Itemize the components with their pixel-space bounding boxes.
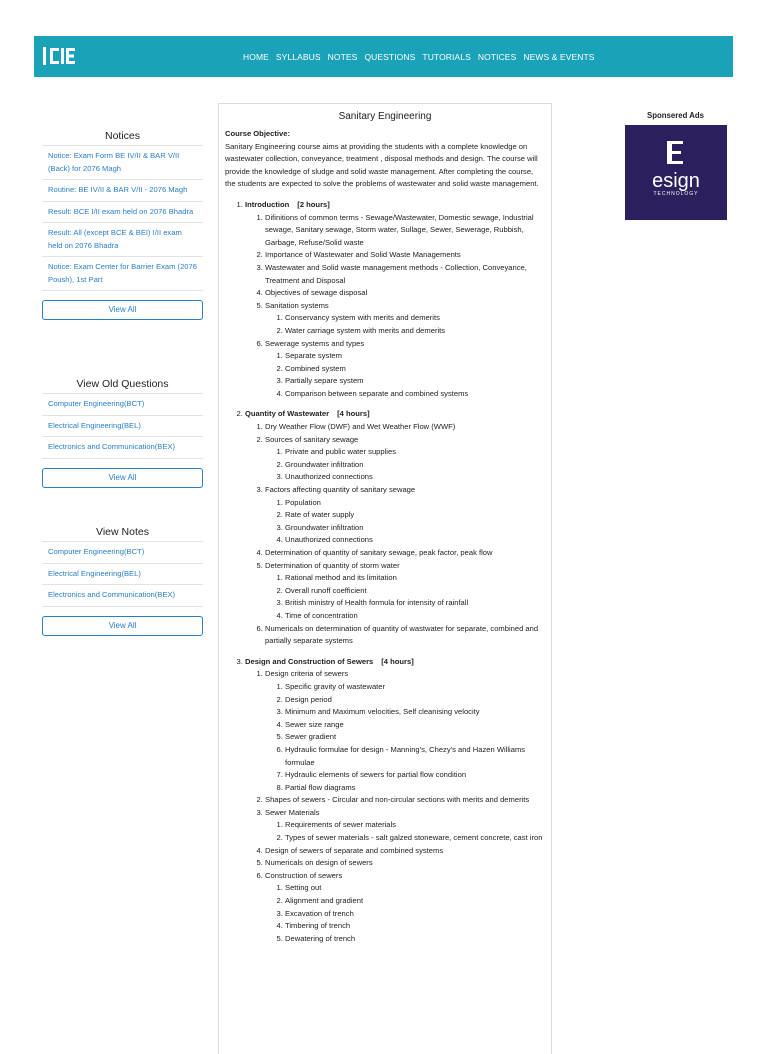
topic-item — [265, 807, 551, 845]
topic-text: Construction of sewers — [265, 870, 343, 880]
topic-item — [265, 560, 551, 623]
topic-text: Objectives of sewage disposal — [265, 288, 368, 298]
subtopic-item: 2. Types of sewer materials - salt galzed stoneware, cement concrete, cast iron — [285, 832, 551, 845]
esign-ad-banner[interactable] — [625, 125, 727, 220]
subtopic-item: 3. Unauthorized connections — [285, 471, 551, 484]
topic-item — [265, 623, 551, 648]
subtopic-item: 3. Partially separe system — [285, 375, 551, 388]
topic-item — [265, 870, 551, 946]
nav-item-home[interactable]: HOME — [243, 51, 269, 62]
subtopic-item: 2. Water carriage system with merits and demerits — [285, 325, 551, 338]
topic-text: Difinitions of common terms - Sewage/Wastewater, Domestic sewage, Industrial sewage, Sanitary sewage, Storm water, Sullage, Sewer, Sewerage, Rubbish, Garbage, Refuse/Solid waste — [265, 212, 534, 247]
unit-title: Quantity of Wastewater — [245, 409, 330, 419]
main-nav — [243, 36, 602, 77]
ioe-logo[interactable] — [42, 44, 76, 68]
topic-item — [265, 262, 551, 287]
esign-logo-icon — [625, 125, 727, 220]
notes-title: View Notes — [42, 523, 203, 542]
subtopic-item: 1. Rational method and its limitation — [285, 572, 551, 585]
topic-item — [265, 845, 551, 858]
syllabus-content — [218, 103, 552, 1054]
topic-item — [265, 434, 551, 484]
subtopic-item: 2. Design period — [285, 694, 551, 707]
nav-item-tutorials[interactable]: TUTORIALS — [422, 51, 471, 62]
topic-text: Sources of sanitary sewage — [265, 434, 359, 444]
old-questions-view-all-button[interactable]: View All — [42, 468, 203, 488]
old-questions-panel — [42, 375, 203, 488]
topic-item — [265, 338, 551, 401]
subtopic-list — [265, 446, 551, 484]
old-question-item[interactable]: Electronics and Communication(BEX) — [42, 437, 203, 459]
unit-title: Design and Construction of Sewers — [245, 656, 374, 666]
subtopic-item: 1. Conservancy system with merits and demerits — [285, 312, 551, 325]
unit-hours: [4 hours] — [337, 409, 370, 419]
notice-item[interactable]: Notice: Exam Form BE IV/II & BAR V/II (Back) for 2076 Magh — [42, 146, 203, 180]
unit-heading — [245, 409, 370, 418]
topic-text: Wastewater and Solid waste management methods - Collection, Conveyance, Treatment and Disposal — [265, 262, 527, 285]
unit-heading — [245, 657, 414, 666]
subtopic-list — [265, 572, 551, 622]
notice-item[interactable]: Notice: Exam Center for Barrier Exam (2076 Poush), 1st Part — [42, 257, 203, 291]
page-title: Sanitary Engineering — [338, 111, 432, 122]
subtopic-item: 2. Rate of water supply — [285, 509, 551, 522]
topic-list — [245, 212, 551, 401]
old-questions-title: View Old Questions — [42, 375, 203, 394]
topic-text: Shapes of sewers - Circular and non-circular sections with merits and demerits — [265, 795, 530, 805]
esign-logo-subtext: TECHNOLOGY — [653, 191, 699, 197]
notices-title: Notices — [42, 127, 203, 146]
nav-item-notes[interactable]: NOTES — [327, 51, 358, 62]
objective-label: Course Objective: — [225, 129, 290, 138]
unit-item — [245, 656, 551, 946]
subtopic-list — [265, 312, 551, 337]
subtopic-item: 6. Hydraulic formulae for design - Manning's, Chezy's and Hazen Williams formulae — [285, 744, 551, 769]
subtopic-item: 4. Comparison between separate and combined systems — [285, 388, 551, 401]
topic-item — [265, 421, 551, 434]
note-item[interactable]: Computer Engineering(BCT) — [42, 542, 203, 564]
subtopic-item: 4. Time of concentration — [285, 610, 551, 623]
unit-item — [245, 408, 551, 647]
subtopic-item: 3. Groundwater infiltration — [285, 522, 551, 535]
topic-item — [265, 300, 551, 338]
topic-text: Numericals on determination of quantity of wastwater for separate, combined and partially separate systems — [265, 623, 539, 646]
subtopic-item: 1. Requirements of sewer materials — [285, 819, 551, 832]
topic-text: Design criteria of sewers — [265, 669, 349, 679]
topic-item — [265, 287, 551, 300]
topic-item — [265, 857, 551, 870]
subtopic-item: 2. Combined system — [285, 363, 551, 376]
unit-hours: [2 hours] — [297, 199, 330, 209]
subtopic-list — [265, 350, 551, 400]
topic-item — [265, 547, 551, 560]
subtopic-item: 4. Sewer size range — [285, 719, 551, 732]
topic-text: Design of sewers of separate and combined systems — [265, 845, 444, 855]
subtopic-item: 2. Alignment and gradient — [285, 895, 551, 908]
topic-text: Sewerage systems and types — [265, 338, 365, 348]
notes-panel — [42, 523, 203, 636]
topic-item — [265, 794, 551, 807]
topic-list — [245, 421, 551, 648]
subtopic-item: 8. Partial flow diagrams — [285, 782, 551, 795]
nav-item-news-events[interactable]: NEWS & EVENTS — [523, 51, 595, 62]
notices-panel — [42, 127, 203, 320]
old-question-item[interactable]: Computer Engineering(BCT) — [42, 394, 203, 416]
subtopic-item: 1. Population — [285, 497, 551, 510]
notice-item[interactable]: Result: BCE I/II exam held on 2076 Bhadra — [42, 202, 203, 224]
ads-title: Sponsered Ads — [647, 111, 704, 120]
notice-item[interactable]: Result: All (except BCE & BEI) I/II exam held on 2076 Bhadra — [42, 223, 203, 257]
subtopic-item: 5. Dewatering of trench — [285, 933, 551, 946]
subtopic-list — [265, 681, 551, 794]
subtopic-item: 3. British ministry of Health formula for intensity of rainfall — [285, 597, 551, 610]
subtopic-item: 4. Unauthorized connections — [285, 534, 551, 547]
subtopic-item: 1. Specific gravity of wastewater — [285, 681, 551, 694]
topic-list — [245, 668, 551, 945]
notices-view-all-button[interactable]: View All — [42, 300, 203, 320]
nav-item-syllabus[interactable]: SYLLABUS — [275, 51, 321, 62]
unit-item — [245, 199, 551, 401]
topic-item — [265, 668, 551, 794]
notice-item[interactable]: Routine: BE IV/II & BAR V/II - 2076 Magh — [42, 180, 203, 202]
subtopic-list — [265, 497, 551, 547]
subtopic-list — [265, 819, 551, 844]
subtopic-item: 4. Timbering of trench — [285, 920, 551, 933]
objective-text: Sanitary Engineering course aims at providing the students with a complete knowledge on wastewater collection, conveyance, treatment , disposal methods and design. The course will provide the knowledge of sludge and solid waste management. After completing the course, the students are expected to solve the problems of wastewater and solid waste management. — [225, 141, 539, 189]
topic-item — [265, 484, 551, 547]
subtopic-item: 5. Sewer gradient — [285, 731, 551, 744]
old-question-item[interactable]: Electrical Engineering(BEL) — [42, 416, 203, 438]
nav-item-notices[interactable]: NOTICES — [477, 51, 517, 62]
subtopic-item: 3. Minimum and Maximum velocities, Self cleanising velocity — [285, 706, 551, 719]
topic-text: Numericals on design of sewers — [265, 858, 373, 868]
subtopic-item: 2. Overall runoff coefficient — [285, 585, 551, 598]
topic-text: Determination of quantity of storm water — [265, 560, 400, 570]
subtopic-item: 1. Private and public water supplies — [285, 446, 551, 459]
topic-text: Dry Weather Flow (DWF) and Wet Weather Flow (WWF) — [265, 422, 456, 432]
topic-text: Factors affecting quantity of sanitary sewage — [265, 485, 416, 495]
topic-text: Determination of quantity of sanitary sewage, peak factor, peak flow — [265, 548, 493, 557]
subtopic-item: 1. Separate system — [285, 350, 551, 363]
notes-view-all-button[interactable]: View All — [42, 616, 203, 636]
unit-hours: [4 hours] — [381, 656, 414, 666]
topic-item — [265, 249, 551, 262]
unit-heading — [245, 200, 330, 209]
subtopic-item: 2. Groundwater infiltration — [285, 459, 551, 472]
topic-text: Sewer Materials — [265, 807, 320, 817]
nav-item-questions[interactable]: QUESTIONS — [364, 51, 416, 62]
subtopic-list — [265, 882, 551, 945]
subtopic-item: 3. Excavation of trench — [285, 908, 551, 921]
unit-title: Introduction — [245, 199, 290, 209]
note-item[interactable]: Electrical Engineering(BEL) — [42, 564, 203, 586]
units-list — [219, 199, 551, 945]
subtopic-item: 1. Setting out — [285, 882, 551, 895]
topic-text: Sanitation systems — [265, 300, 329, 310]
note-item[interactable]: Electronics and Communication(BEX) — [42, 585, 203, 607]
course-objective — [225, 128, 545, 191]
subtopic-item: 7. Hydraulic elements of sewers for partial flow condition — [285, 769, 551, 782]
esign-logo-text: esign — [652, 170, 700, 192]
topic-item — [265, 212, 551, 250]
top-navbar — [34, 36, 733, 77]
topic-text: Importance of Wastewater and Solid Waste Managements — [265, 250, 461, 260]
